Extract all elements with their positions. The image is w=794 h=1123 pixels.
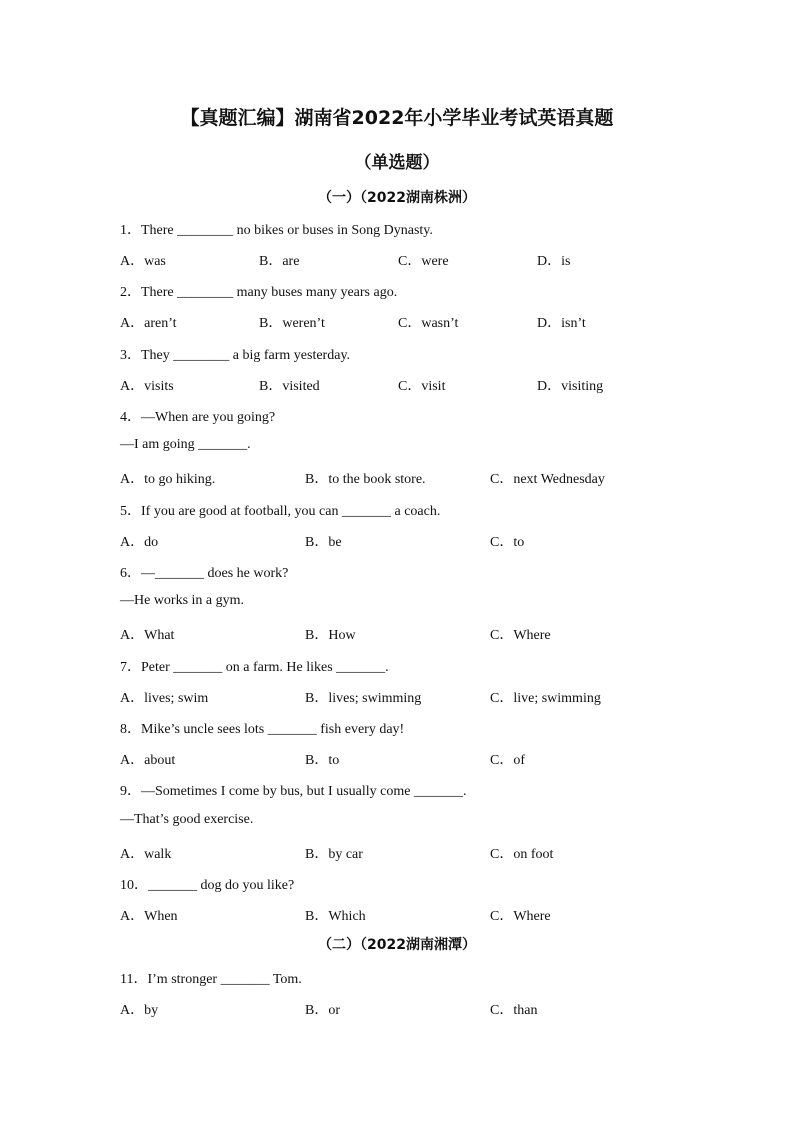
question-option: C．next Wednesday <box>490 472 605 487</box>
question-option: C．visit <box>398 379 446 394</box>
question-option: B．to the book store. <box>305 472 426 487</box>
question-stem: 6．—_______ does he work? <box>120 566 289 581</box>
question-option: A．do <box>120 535 159 550</box>
question-option: A．walk <box>120 847 172 862</box>
question-option: A．visits <box>120 379 174 394</box>
question-option: A．lives; swim <box>120 691 209 706</box>
question-stem-response: —He works in a gym. <box>120 593 245 608</box>
question-option: D．isn’t <box>537 316 586 331</box>
question-option: C．than <box>490 1003 538 1018</box>
question-option: C．live; swimming <box>490 691 601 706</box>
question-stem-response: —That’s good exercise. <box>120 812 254 827</box>
question-option: C．wasn’t <box>398 316 459 331</box>
question-option: C．Where <box>490 909 551 924</box>
question-option: B．to <box>305 753 340 768</box>
question-option: A．about <box>120 753 176 768</box>
question-option: D．visiting <box>537 379 604 394</box>
question-stem: 11．I’m stronger _______ Tom. <box>120 972 302 987</box>
question-option: C．Where <box>490 628 551 643</box>
question-option: B．be <box>305 535 342 550</box>
question-option: B．or <box>305 1003 340 1018</box>
question-option: C．on foot <box>490 847 554 862</box>
question-option: C．to <box>490 535 525 550</box>
question-option: A．to go hiking. <box>120 472 216 487</box>
question-option: D．is <box>537 254 571 269</box>
section-heading-2: （二）（2022湖南湘潭） <box>318 937 476 953</box>
question-option: B．are <box>259 254 300 269</box>
question-option: A．by <box>120 1003 159 1018</box>
question-option: B．by car <box>305 847 363 862</box>
question-stem: 8．Mike’s uncle sees lots _______ fish every day! <box>120 722 405 737</box>
question-stem: 9．—Sometimes I come by bus, but I usually come _______. <box>120 784 467 799</box>
question-stem: 3．They ________ a big farm yesterday. <box>120 348 351 363</box>
question-option: B．How <box>305 628 356 643</box>
question-stem: 5．If you are good at football, you can _______ a coach. <box>120 504 441 519</box>
question-option: A．What <box>120 628 175 643</box>
question-option: C．were <box>398 254 449 269</box>
document-title: 【真题汇编】湖南省2022年小学毕业考试英语真题 <box>180 107 614 129</box>
question-stem: 10．_______ dog do you like? <box>120 878 295 893</box>
question-option: C．of <box>490 753 525 768</box>
question-stem: 1．There ________ no bikes or buses in Song Dynasty. <box>120 223 433 238</box>
question-option: B．lives; swimming <box>305 691 422 706</box>
question-stem: 2．There ________ many buses many years ago. <box>120 285 398 300</box>
question-stem: 4．—When are you going? <box>120 410 276 425</box>
question-option: B．Which <box>305 909 366 924</box>
question-stem-response: —I am going _______. <box>120 437 251 452</box>
section-heading-1: （一）（2022湖南株洲） <box>318 190 476 206</box>
question-option: A．was <box>120 254 166 269</box>
question-stem: 7．Peter _______ on a farm. He likes _______. <box>120 660 389 675</box>
question-option: A．aren’t <box>120 316 177 331</box>
question-option: A．When <box>120 909 178 924</box>
document-subtitle: （单选题） <box>354 153 440 173</box>
question-option: B．weren’t <box>259 316 325 331</box>
question-option: B．visited <box>259 379 320 394</box>
